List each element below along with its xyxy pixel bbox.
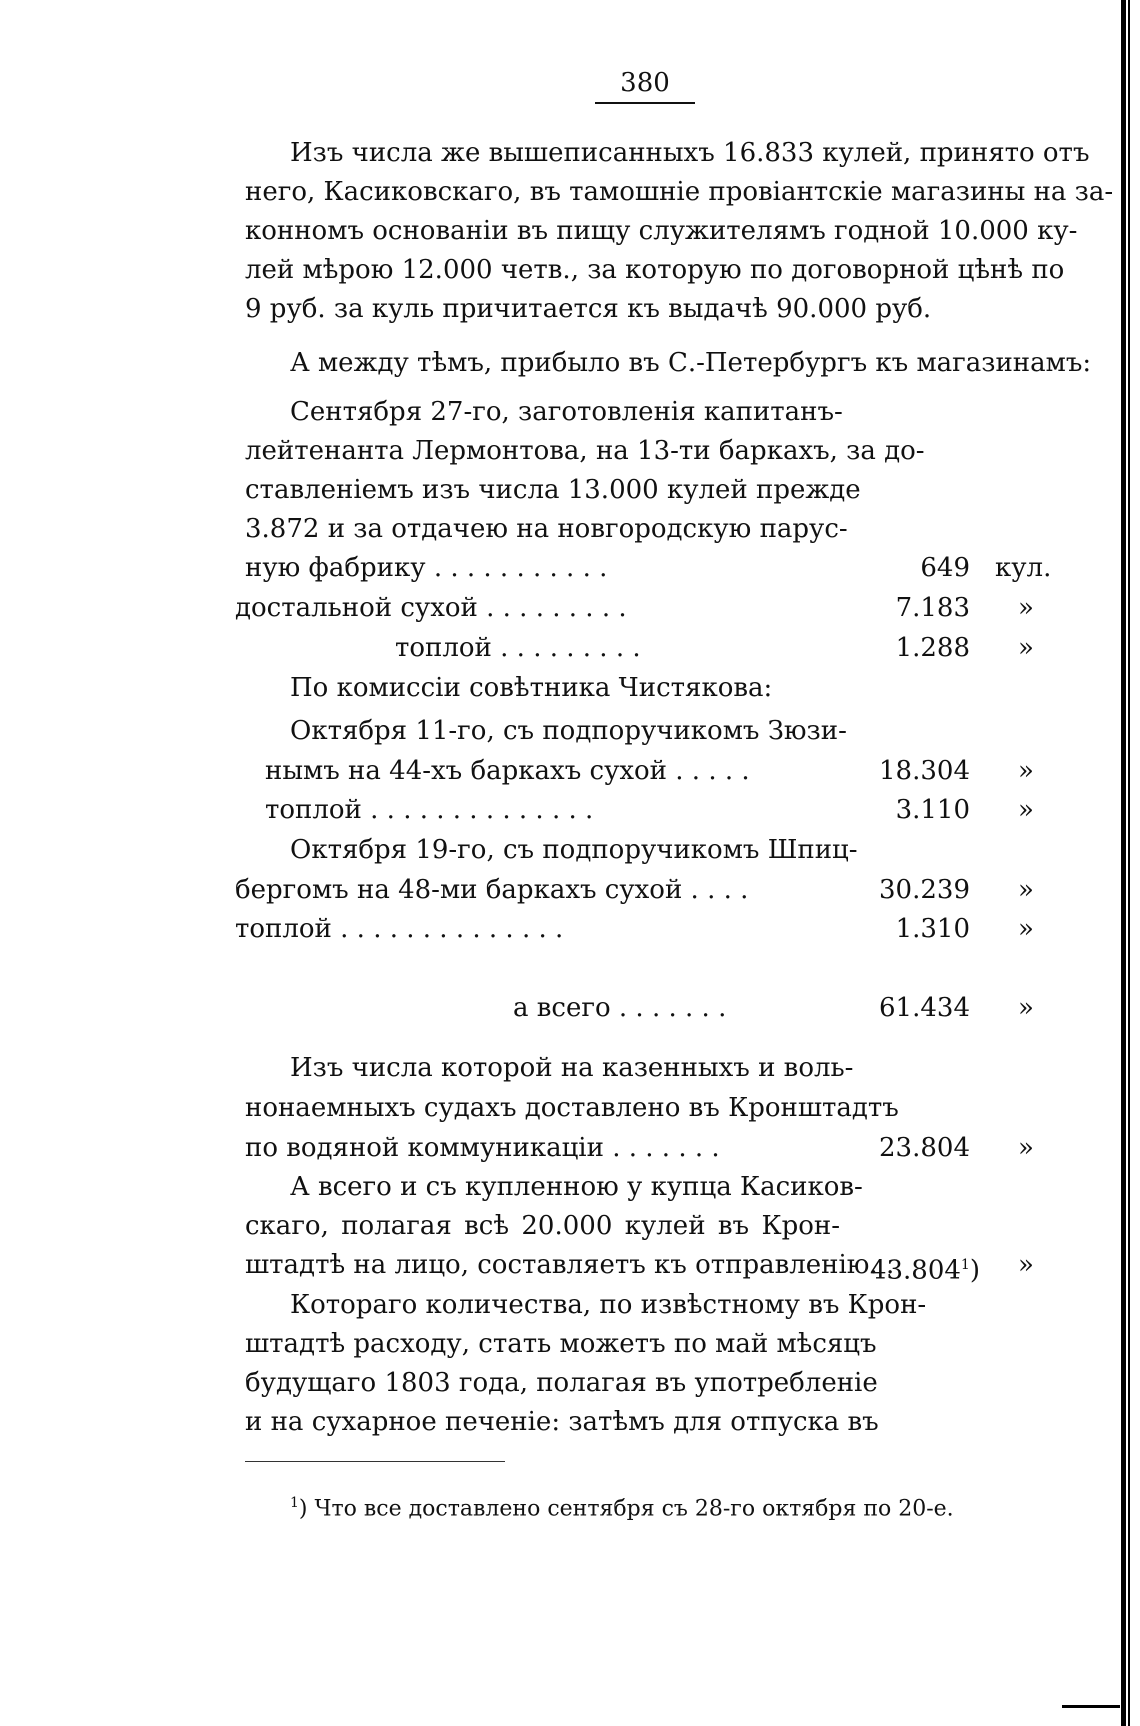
para5-line-1: Котораго количества, по извѣстному въ Крон- xyxy=(290,1290,927,1320)
row-value: 7.183 xyxy=(895,593,970,623)
row-label: топлой . . . . . . . . . . . . . . xyxy=(265,795,594,825)
page-number-rule xyxy=(595,102,695,104)
footnote-text: ) Что все доставлено сентября съ 28-го октября по 20-е. xyxy=(298,1496,954,1522)
para5-line-3: будущаго 1803 года, полагая въ употребленіе xyxy=(245,1368,878,1398)
row-value-group xyxy=(830,1250,980,1286)
page-edge-border-inner xyxy=(1128,0,1130,1726)
entry1-line-1: Сентября 27-го, заготовленія капитанъ- xyxy=(290,397,843,427)
row-unit: » xyxy=(1018,795,1034,825)
row-label: по водяной коммуникаціи . . . . . . . xyxy=(245,1133,720,1163)
row-unit: » xyxy=(1018,875,1034,905)
row-label: штадтѣ на лицо, составляетъ къ отправленію. . xyxy=(245,1250,895,1280)
para5-line-2: штадтѣ расходу, стать можетъ по май мѣсяцъ xyxy=(245,1329,877,1359)
row-label: топлой . . . . . . . . . . . . . . xyxy=(235,914,564,944)
row-unit: » xyxy=(1018,593,1034,623)
entry1-line-3: ставленіемъ изъ числа 13.000 кулей прежде xyxy=(245,475,861,505)
para1-line-5: 9 руб. за куль причитается къ выдачѣ 90.000 руб. xyxy=(245,294,932,324)
row-value: 30.239 xyxy=(879,875,970,905)
para3-line-1: Изъ числа которой на казенныхъ и воль- xyxy=(290,1053,854,1083)
row-unit: кул. xyxy=(995,553,1052,583)
row-value: 1.288 xyxy=(895,633,970,663)
commission-heading: По комиссіи совѣтника Чистякова: xyxy=(290,673,773,703)
total-unit: » xyxy=(1018,993,1034,1023)
page-corner-mark xyxy=(1062,1705,1120,1708)
para1-line-4: лей мѣрою 12.000 четв., за которую по договорной цѣнѣ по xyxy=(245,255,1065,285)
row-unit: » xyxy=(1018,633,1034,663)
entry1-line-2: лейтенанта Лермонтова, на 13-ти баркахъ, за до- xyxy=(245,436,925,466)
para2-line: А между тѣмъ, прибыло въ С.-Петербургъ къ магазинамъ: xyxy=(290,348,1092,378)
row-unit: » xyxy=(1018,1133,1034,1163)
row-unit: » xyxy=(1018,1250,1034,1280)
footnote-mark: 1 xyxy=(290,1495,299,1511)
total-label: а всего . . . . . . . xyxy=(513,993,727,1023)
row-label: бергомъ на 48-ми баркахъ сухой . . . . xyxy=(235,875,749,905)
footnote-reference: 1 xyxy=(960,1257,970,1273)
total-value: 61.434 xyxy=(879,993,970,1023)
para5-line-4: и на сухарное печеніе: затѣмъ для отпуска въ xyxy=(245,1407,879,1437)
footnote-reference-paren: ) xyxy=(969,1255,980,1286)
page-edge-border xyxy=(1121,0,1126,1726)
row-value: 1.310 xyxy=(895,914,970,944)
entry3-line-1: Октября 19-го, съ подпоручикомъ Шпиц- xyxy=(290,835,858,865)
row-label: нымъ на 44-хъ баркахъ сухой . . . . . xyxy=(265,756,750,786)
row-label: ную фабрику . . . . . . . . . . . xyxy=(245,553,608,583)
row-unit: » xyxy=(1018,756,1034,786)
row-unit: » xyxy=(1018,914,1034,944)
row-label: достальной сухой . . . . . . . . . xyxy=(235,593,627,623)
para4-line-1: А всего и съ купленною у купца Касиков- xyxy=(290,1172,863,1202)
row-label: топлой . . . . . . . . . xyxy=(395,633,641,663)
row-value: 18.304 xyxy=(879,756,970,786)
para1-line-2: него, Касиковскаго, въ тамошніе провіантскіе магазины на за- xyxy=(245,177,1114,207)
para3-line-2: нонаемныхъ судахъ доставлено въ Кронштадтъ xyxy=(245,1093,899,1123)
footnote-rule xyxy=(245,1461,505,1462)
entry1-line-4: 3.872 и за отдачею на новгородскую парус- xyxy=(245,514,848,544)
row-value: 43.804 xyxy=(869,1255,961,1286)
para1-line-3: конномъ основаніи въ пищу служителямъ годной 10.000 ку- xyxy=(245,216,1078,246)
entry2-line-1: Октября 11-го, съ подпоручикомъ Зюзи- xyxy=(290,716,847,746)
row-value: 649 xyxy=(920,553,970,583)
footnote xyxy=(290,1490,954,1522)
page-number: 380 xyxy=(620,68,670,98)
para4-line-2: скаго, полагая всѣ 20.000 кулей въ Крон- xyxy=(245,1211,840,1241)
row-value: 23.804 xyxy=(879,1133,970,1163)
row-value: 3.110 xyxy=(895,795,970,825)
para1-line-1: Изъ числа же вышеписанныхъ 16.833 кулей, принято отъ xyxy=(290,138,1090,168)
